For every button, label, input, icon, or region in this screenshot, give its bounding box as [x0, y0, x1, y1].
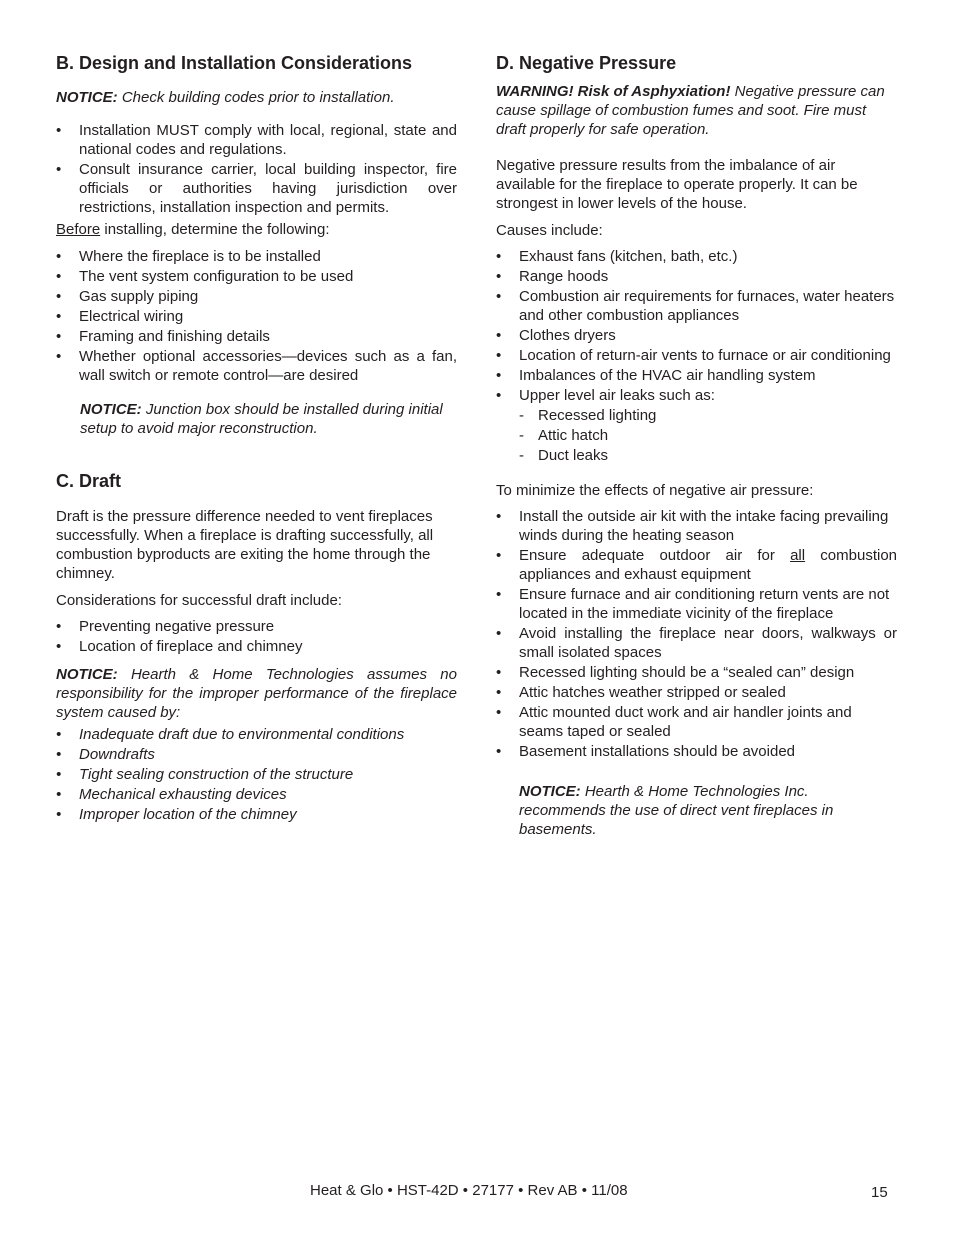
notice-text: Hearth & Home Technologies assumes no responsibility for the improper performance of the fireplace system caused by: — [56, 666, 457, 721]
asphyxiation-warning — [496, 82, 897, 139]
list-item — [496, 546, 897, 584]
section-c-heading: C. Draft — [56, 471, 122, 491]
basement-notice — [496, 782, 897, 839]
negative-pressure-intro: Negative pressure results from the imbalance of air available for the fireplace to operate properly. It can be strongest in lower levels of the house. — [496, 157, 858, 212]
list-item: • Improper location of the chimney — [56, 805, 457, 824]
list-item: • Downdrafts — [56, 745, 457, 764]
item-text: combustion appliances and exhaust equipment — [519, 547, 898, 583]
responsibility-notice — [56, 665, 457, 722]
before-word: Before — [56, 221, 101, 238]
list-item: • Gas supply piping — [56, 287, 457, 306]
list-item: • Consult insurance carrier, local building inspector, fire officials or authorities having jurisdiction over restrictions, installation inspection and permits. — [56, 160, 457, 217]
determine-list — [56, 247, 457, 385]
list-item: • Imbalances of the HVAC air handling system — [496, 366, 897, 385]
notice-label: NOTICE: — [56, 89, 118, 106]
list-item: • Install the outside air kit with the intake facing prevailing winds during the heating season — [496, 507, 897, 545]
list-item: • Tight sealing construction of the structure — [56, 765, 457, 784]
notice-label: NOTICE: — [80, 401, 142, 418]
list-item: • Range hoods — [496, 267, 897, 286]
list-item: • Attic mounted duct work and air handler joints and seams taped or sealed — [496, 703, 897, 741]
list-item: • Upper level air leaks such as: — [496, 386, 897, 405]
minimize-intro: To minimize the effects of negative air pressure: — [496, 482, 814, 499]
list-item: • Clothes dryers — [496, 326, 897, 345]
list-item: • Location of return-air vents to furnace or air conditioning — [496, 346, 897, 365]
air-leaks-list — [519, 406, 897, 465]
list-item: • Basement installations should be avoided — [496, 742, 897, 761]
list-item: • Avoid installing the fireplace near doors, walkways or small isolated spaces — [496, 624, 897, 662]
list-item: - Attic hatch — [519, 426, 897, 445]
list-item: - Recessed lighting — [519, 406, 897, 425]
list-item: • Where the fireplace is to be installed — [56, 247, 457, 266]
building-codes-notice — [56, 88, 457, 107]
list-item: • Ensure furnace and air conditioning return vents are not located in the immediate vicinity of the fireplace — [496, 585, 897, 623]
considerations-intro: Considerations for successful draft include: — [56, 592, 342, 609]
list-item: • Preventing negative pressure — [56, 617, 457, 636]
list-item: • Electrical wiring — [56, 307, 457, 326]
list-item: - Duct leaks — [519, 446, 897, 465]
notice-label: NOTICE: — [56, 666, 118, 683]
before-installing-text — [56, 220, 457, 239]
notice-text: Check building codes prior to installation. — [117, 89, 395, 106]
left-column — [56, 51, 457, 825]
list-item: • Mechanical exhausting devices — [56, 785, 457, 804]
draft-intro: Draft is the pressure difference needed to vent fireplaces successfully. When a fireplace is drafting successfully, all combustion byproducts are exiting the home through the chimney. — [56, 508, 434, 582]
list-item: • The vent system configuration to be used — [56, 267, 457, 286]
notice-label: NOTICE: — [519, 783, 581, 800]
item-text: Ensure adequate outdoor air for — [519, 547, 791, 564]
draft-causes-list — [56, 725, 457, 824]
warning-label: WARNING! Risk of Asphyxiation! — [496, 83, 731, 100]
notice-text: Hearth & Home Technologies Inc. recommends the use of direct vent fireplaces in basements. — [519, 783, 834, 838]
section-b-heading: B. Design and Installation Considerations — [56, 53, 413, 73]
right-column — [496, 51, 897, 839]
list-item: • Framing and finishing details — [56, 327, 457, 346]
document-info: Heat & Glo • HST-42D • 27177 • Rev AB • 11/08 — [310, 1182, 628, 1199]
list-item: • Attic hatches weather stripped or sealed — [496, 683, 897, 702]
before-rest: installing, determine the following: — [100, 221, 330, 238]
page-number: 15 — [871, 1184, 888, 1201]
pressure-causes-list — [496, 247, 897, 405]
list-item: • Whether optional accessories—devices such as a fan, wall switch or remote control—are desired — [56, 347, 457, 385]
list-item: • Combustion air requirements for furnaces, water heaters and other combustion appliances — [496, 287, 897, 325]
list-item: • Recessed lighting should be a “sealed can” design — [496, 663, 897, 682]
all-underlined: all — [790, 547, 806, 564]
junction-box-notice — [56, 400, 457, 438]
list-item: • Inadequate draft due to environmental conditions — [56, 725, 457, 744]
minimize-list — [496, 507, 897, 761]
list-item: • Exhaust fans (kitchen, bath, etc.) — [496, 247, 897, 266]
warning-text: Negative pressure can cause spillage of combustion fumes and soot. Fire must draft properly for safe operation. — [496, 83, 885, 138]
notice-text: Junction box should be installed during initial setup to avoid major reconstruction. — [80, 401, 443, 437]
list-item: • Location of fireplace and chimney — [56, 637, 457, 656]
causes-intro: Causes include: — [496, 222, 603, 239]
section-d-heading: D. Negative Pressure — [496, 53, 677, 73]
list-item: • Installation MUST comply with local, regional, state and national codes and regulations. — [56, 121, 457, 159]
considerations-list — [56, 617, 457, 656]
compliance-list — [56, 121, 457, 217]
